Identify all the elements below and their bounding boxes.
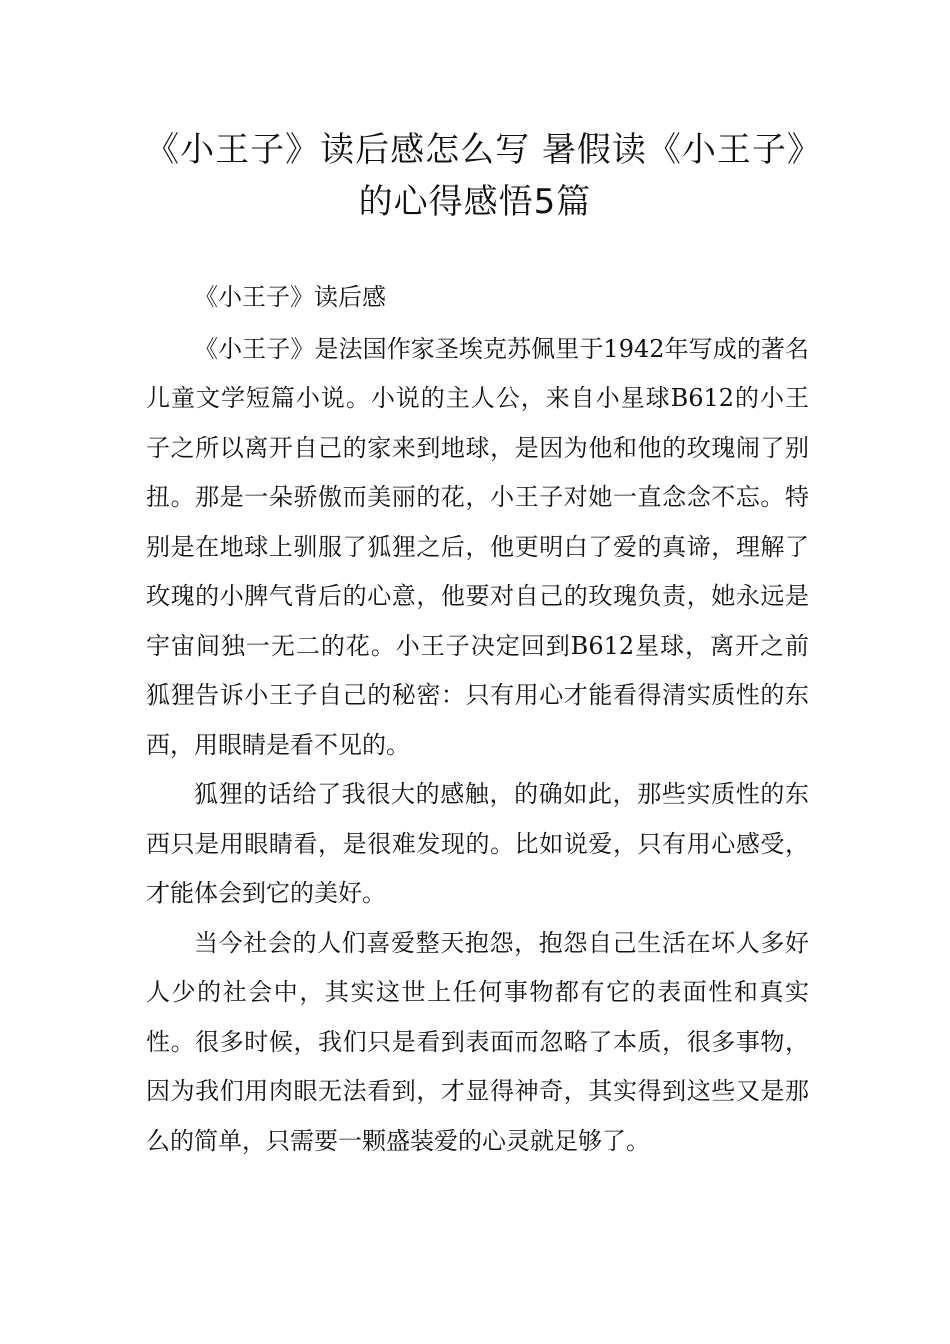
document-title: 《小王子》读后感怎么写 暑假读《小王子》的心得感悟5篇: [145, 130, 805, 222]
document-body: [146, 273, 809, 1166]
section-subheading: 《小王子》读后感: [194, 283, 386, 311]
paragraph-3: 当今社会的人们喜爱整天抱怨，抱怨自己生活在坏人多好人少的社会中，其实这世上任何事物都有它的表面性和真实性。很多时候，我们只是看到表面而忽略了本质，很多事物，因为我们用肉眼无法看到，才显得神奇，其实得到这些又是那么的简单，只需要一颗盛装爱的心灵就足够了。: [146, 928, 809, 1155]
paragraph-2: 狐狸的话给了我很大的感触，的确如此，那些实质性的东西只是用眼睛看，是很难发现的。比如说爱，只有用心感受，才能体会到它的美好。: [146, 780, 809, 907]
paragraph-1: 《小王子》是法国作家圣埃克苏佩里于1942年写成的著名儿童文学短篇小说。小说的主人公，来自小星球B612的小王子之所以离开自己的家来到地球，是因为他和他的玫瑰闹了别扭。那是一朵骄傲而美丽的花，小王子对她一直念念不忘。特别是在地球上驯服了狐狸之后，他更明白了爱的真谛，理解了玫瑰的小脾气背后的心意，他要对自己的玫瑰负责，她永远是宇宙间独一无二的花。小王子决定回到B612星球，离开之前狐狸告诉小王子自己的秘密：只有用心才能看得清实质性的东西，用眼睛是看不见的。: [146, 334, 809, 759]
